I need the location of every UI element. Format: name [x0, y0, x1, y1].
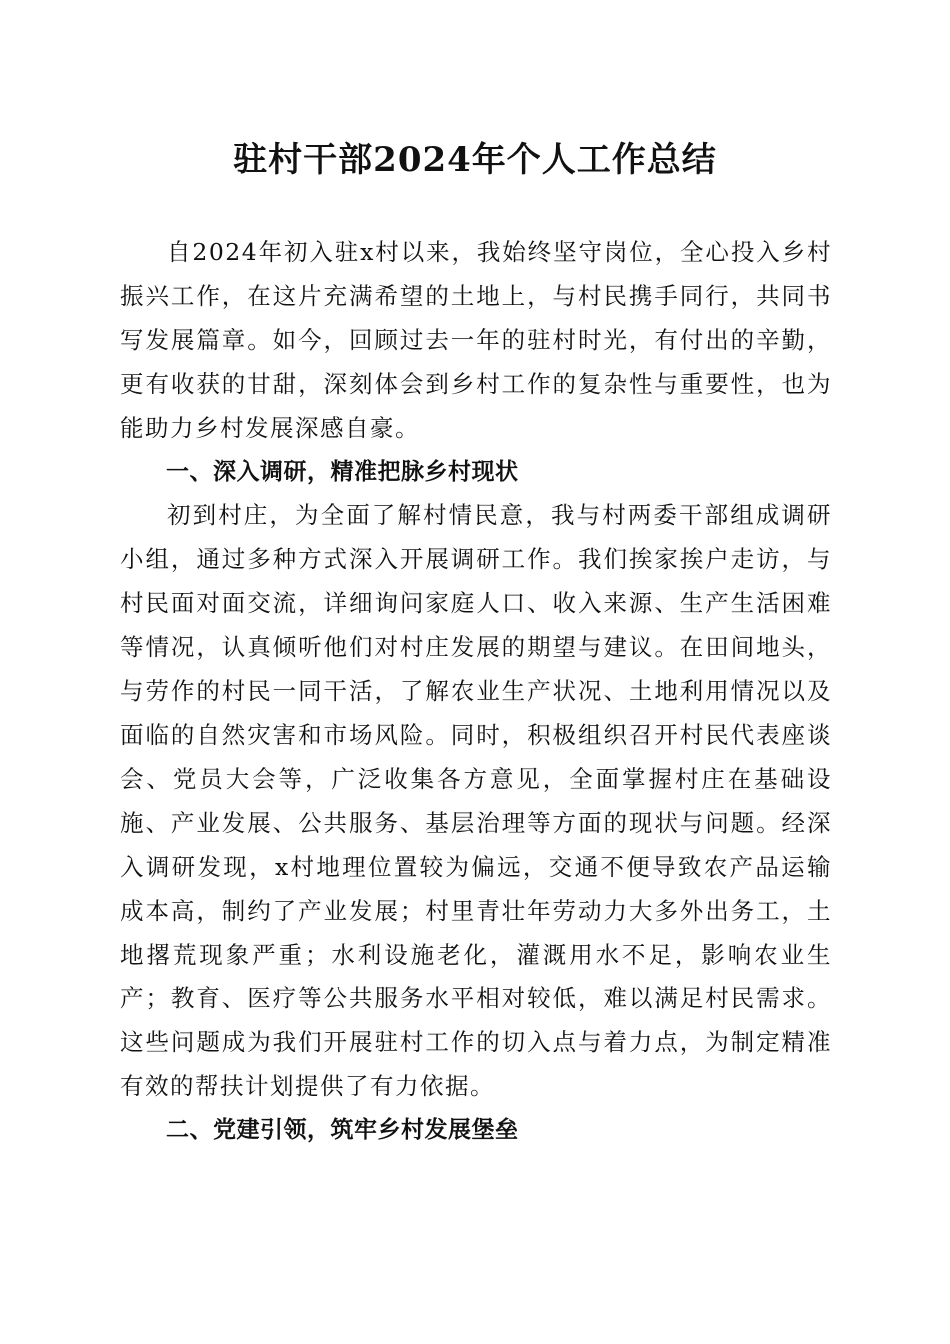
document-title: 驻村干部2024年个人工作总结	[233, 140, 717, 180]
document-body	[120, 231, 832, 1153]
section-2-heading: 二、党建引领，筑牢乡村发展堡垒	[166, 1117, 519, 1144]
section-1-paragraph: 初到村庄，为全面了解村情民意，我与村两委干部组成调研小组，通过多种方式深入开展调研工作。我们挨家挨户走访，与村民面对面交流，详细询问家庭人口、收入来源、生产生活困难等情况，认真倾听他们对村庄发展的期望与建议。在田间地头，与劳作的村民一同干活，了解农业生产状况、土地利用情况以及面临的自然灾害和市场风险。同时，积极组织召开村民代表座谈会、党员大会等，广泛收集各方意见，全面掌握村庄在基础设施、产业发展、公共服务、基层治理等方面的现状与问题。经深入调研发现，x村地理位置较为偏远，交通不便导致农产品运输成本高，制约了产业发展；村里青壮年劳动力大多外出务工，土地撂荒现象严重；水利设施老化，灌溉用水不足，影响农业生产；教育、医疗等公共服务水平相对较低，难以满足村民需求。这些问题成为我们开展驻村工作的切入点与着力点，为制定精准有效的帮扶计划提供了有力依据。	[120, 501, 832, 1101]
intro-paragraph: 自2024年初入驻x村以来，我始终坚守岗位，全心投入乡村振兴工作，在这片充满希望的土地上，与村民携手同行，共同书写发展篇章。如今，回顾过去一年的驻村时光，有付出的辛勤，更有收获的甘甜，深刻体会到乡村工作的复杂性与重要性，也为能助力乡村发展深感自豪。	[120, 238, 832, 442]
section-1-heading: 一、深入调研，精准把脉乡村现状	[166, 458, 519, 485]
